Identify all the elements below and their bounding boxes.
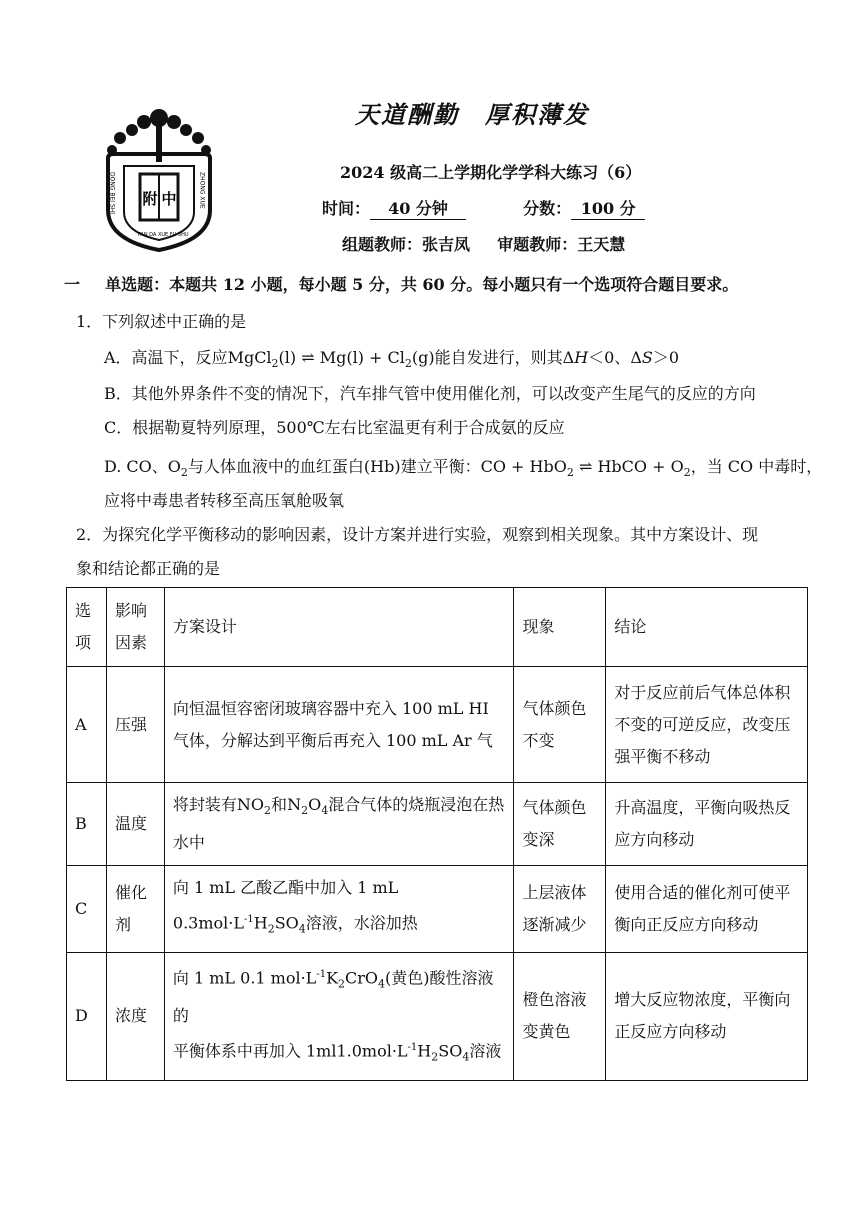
svg-text:DONG BEI SHI: DONG BEI SHI <box>108 172 116 215</box>
row-phenomenon: 橙色溶液变黄色 <box>514 952 606 1080</box>
row-design: 向 1 mL 0.1 $mol\cdot L^{-1}K_2CrO_4$(黄色)酸性溶液的 平衡体系中再加入 $1ml1.0mol\cdot L^{-1}H_2SO_4$溶液 <box>164 952 514 1080</box>
row-option: D <box>67 952 107 1080</box>
setter-name: 张吉凤 <box>422 235 471 254</box>
q1-d-part2: 与人体血液中的血红蛋白(Hb)建立平衡： <box>187 457 481 476</box>
row-option: C <box>67 866 107 953</box>
q1-a-equation: MgCl$_2$(l) ⇌ $Mg(l) + Cl_2(g)$ <box>227 348 435 371</box>
school-logo <box>100 100 218 252</box>
row-conclusion: 对于反应前后气体总体积不变的可逆反应，改变压强平衡不移动 <box>606 667 808 783</box>
section-text: 单选题：本题共 12 小题，每小题 5 分，共 60 分。每小题只有一个选项符合题目要求。 <box>105 275 739 294</box>
svg-text:FAN DA XUE FU SHU: FAN DA XUE FU SHU <box>138 232 189 238</box>
q1-option-a <box>104 345 679 370</box>
header-design: 方案设计 <box>164 588 514 667</box>
row-factor: 温度 <box>106 783 164 866</box>
time-value: 40 分钟 <box>370 196 466 220</box>
exam-title: 2024 级高二上学期化学学科大练习（6） <box>340 163 642 182</box>
row-conclusion: 增大反应物浓度，平衡向正反应方向移动 <box>606 952 808 1080</box>
table-row <box>67 866 808 953</box>
table-row <box>67 667 808 783</box>
q1-a-condition: ΔH＜0、ΔS＞0 <box>562 348 680 367</box>
table-row <box>67 952 808 1080</box>
row-factor: 浓度 <box>106 952 164 1080</box>
q1-a-suffix: 能自发进行，则其 <box>434 348 563 367</box>
setter-label: 组题教师： <box>342 235 423 254</box>
q1-option-b: B．其他外界条件不变的情况下，汽车排气管中使用催化剂，可以改变产生尾气的反应的方向 <box>104 384 756 403</box>
score-value: 100 分 <box>571 196 645 220</box>
header-option: 选项 <box>67 588 107 667</box>
q1-option-c: C．根据勒夏特列原理，500℃左右比室温更有利于合成氨的反应 <box>104 418 565 437</box>
q1-d-equation: CO + HbO$_2$ ⇌ HbCO + $O_2$ <box>480 457 691 480</box>
section-heading <box>64 272 738 295</box>
experiment-table <box>66 587 808 1081</box>
q1-d-part1: D. CO、O <box>104 457 181 476</box>
header-conclusion: 结论 <box>606 588 808 667</box>
row-conclusion: 升高温度，平衡向吸热反应方向移动 <box>606 783 808 866</box>
logo-char-zhong: 中 <box>161 190 177 208</box>
table-row <box>67 783 808 866</box>
row-design: 向恒温恒容密闭玻璃容器中充入 100 mL HI 气体，分解达到平衡后再充入 100 mL Ar 气 <box>164 667 514 783</box>
school-motto: 天道酬勤 厚积薄发 <box>355 101 589 129</box>
header-phenomenon: 现象 <box>514 588 606 667</box>
time-label: 时间： <box>322 199 371 218</box>
header-factor: 影响因素 <box>106 588 164 667</box>
row-phenomenon: 气体颜色不变 <box>514 667 606 783</box>
q2-stem-line1: 2．为探究化学平衡移动的影响因素，设计方案并进行实验，观察到相关现象。其中方案设计、现 <box>76 525 759 544</box>
reviewer-label: 审题教师： <box>497 235 578 254</box>
q2-stem-line2: 象和结论都正确的是 <box>76 559 221 578</box>
q1-stem: 1．下列叙述中正确的是 <box>76 312 247 331</box>
svg-text:ZHONG XUE: ZHONG XUE <box>198 172 206 209</box>
row-option: B <box>67 783 107 866</box>
score-label: 分数： <box>523 199 572 218</box>
exam-meta <box>322 196 645 220</box>
row-phenomenon: 上层液体逐渐减少 <box>514 866 606 953</box>
q1-a-prefix: A．高温下，反应 <box>104 348 228 367</box>
row-option: A <box>67 667 107 783</box>
row-factor: 催化剂 <box>106 866 164 953</box>
q1-d-part3: ，当 CO 中毒时， <box>690 457 823 476</box>
row-factor: 压强 <box>106 667 164 783</box>
logo-char-fu: 附 <box>142 190 158 208</box>
row-design: 向 1 mL 乙酸乙酯中加入 1 mL $0.3mol\cdot L^{-1}H_2SO_4$溶液，水浴加热 <box>164 866 514 953</box>
q1-option-d-line2: 应将中毒患者转移至高压氧舱吸氧 <box>104 491 345 510</box>
section-number: 一 <box>64 275 81 294</box>
q1-option-d-line1: D. CO、$O_2$与人体血液中的血红蛋白(Hb)建立平衡：CO + HbO$_2$ ⇌ HbCO + $O_2$，当 CO 中毒时， <box>104 457 823 480</box>
table-header-row <box>67 588 808 667</box>
row-phenomenon: 气体颜色变深 <box>514 783 606 866</box>
teachers-line <box>342 232 625 255</box>
row-design: 将封装有$NO_2$和$N_2O_4$混合气体的烧瓶浸泡在热水中 <box>164 783 514 866</box>
reviewer-name: 王天慧 <box>577 235 626 254</box>
row-conclusion: 使用合适的催化剂可使平衡向正反应方向移动 <box>606 866 808 953</box>
